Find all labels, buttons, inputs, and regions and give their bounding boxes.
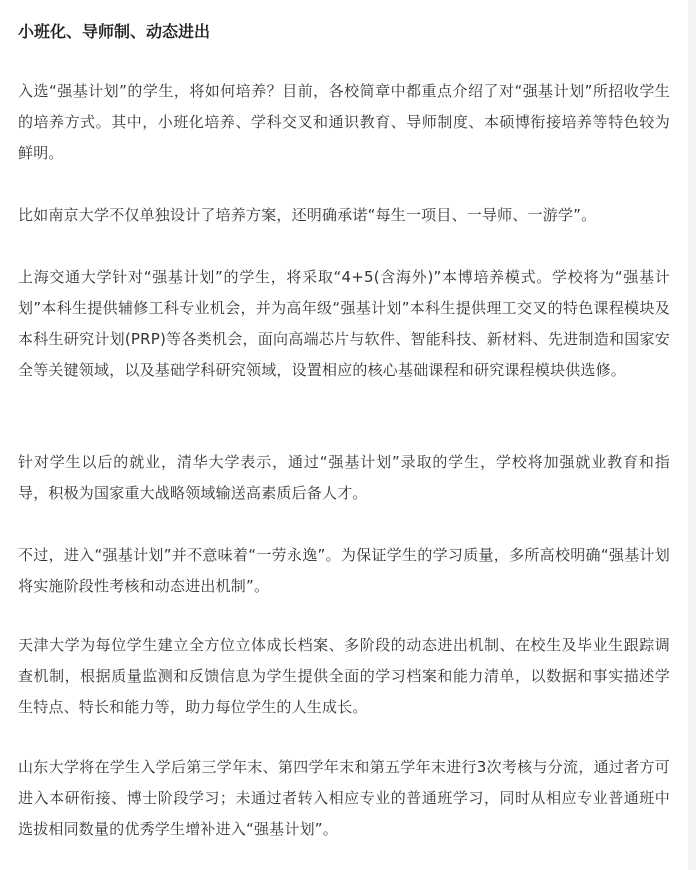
paragraph-tsinghua: 针对学生以后的就业，清华大学表示，通过“强基计划”录取的学生，学校将加强就业教育和指导，积极为国家重大战略领域输送高素质后备人才。 xyxy=(18,453,670,502)
paragraph-sjtu: 上海交通大学针对“强基计划”的学生，将采取“4+5(含海外)”本博培养模式。学校将为“强基计划”本科生提供辅修工科专业机会，并为高年级“强基计划”本科生提供理工交叉的特色课程模块及本科生研究计划(PRP)等各类机会，面向高端芯片与软件、智能科技、新材料、先进制造和国家安全等关键领域，以及基础学科研究领域，设置相应的核心基础课程和研究课程模块供选修。 xyxy=(18,268,670,379)
section-heading: 小班化、导师制、动态进出 xyxy=(18,22,211,41)
paragraph-tianjin: 天津大学为每位学生建立全方位立体成长档案、多阶段的动态进出机制、在校生及毕业生跟踪调查机制，根据质量监测和反馈信息为学生提供全面的学习档案和能力清单，以数据和事实描述学生特点、特长和能力等，助力每位学生的人生成长。 xyxy=(18,636,670,716)
paragraph-shandong: 山东大学将在学生入学后第三学年末、第四学年末和第五学年末进行3次考核与分流，通过者方可进入本研衔接、博士阶段学习；未通过者转入相应专业的普通班学习，同时从相应专业普通班中选拔相同数量的优秀学生增补进入“强基计划”。 xyxy=(18,758,670,838)
scrollbar[interactable] xyxy=(688,0,696,870)
paragraph-intro: 入选“强基计划”的学生，将如何培养？目前，各校简章中都重点介绍了对“强基计划”所招收学生的培养方式。其中，小班化培养、学科交叉和通识教育、导师制度、本硕博衔接培养等特色较为鲜明。 xyxy=(18,82,670,162)
paragraph-nanjing: 比如南京大学不仅单独设计了培养方案，还明确承诺“每生一项目、一导师、一游学”。 xyxy=(18,206,597,224)
paragraph-dynamic: 不过，进入“强基计划”并不意味着“一劳永逸”。为保证学生的学习质量，多所高校明确“强基计划将实施阶段性考核和动态进出机制”。 xyxy=(18,546,670,595)
